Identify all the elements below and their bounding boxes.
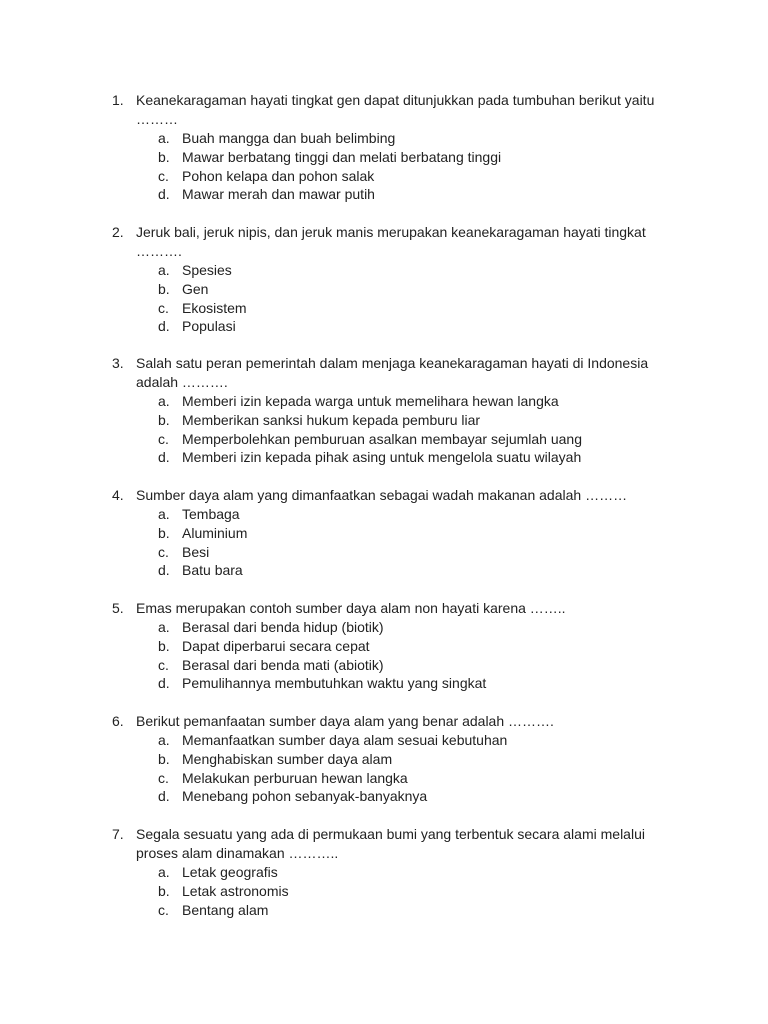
option-a <box>112 863 672 882</box>
option-letter: d. <box>158 562 170 579</box>
question-4 <box>112 486 672 580</box>
option-letter: c. <box>158 543 169 560</box>
option-b <box>112 148 672 167</box>
option-letter: c. <box>158 769 169 786</box>
option-a <box>112 392 672 411</box>
option-text: Berasal dari benda mati (abiotik) <box>182 656 384 673</box>
question-2 <box>112 223 672 336</box>
option-text: Memberi izin kepada warga untuk memelihara hewan langka <box>182 393 559 409</box>
option-text: Besi <box>182 543 210 560</box>
option-text: Letak astronomis <box>182 882 289 899</box>
option-a <box>112 261 672 280</box>
option-d <box>112 448 672 467</box>
option-text: Melakukan perburuan hewan langka <box>182 769 408 786</box>
option-text: Menebang pohon sebanyak-banyaknya <box>182 788 428 805</box>
option-c <box>112 656 672 675</box>
option-text: Populasi <box>182 318 236 335</box>
option-list <box>112 505 672 580</box>
option-letter: d. <box>158 186 170 203</box>
option-text: Memberi izin kepada pihak asing untuk mengelola suatu wilayah <box>182 449 582 466</box>
option-a <box>112 505 672 524</box>
option-text: Batu bara <box>182 562 243 579</box>
option-letter: b. <box>158 882 170 899</box>
option-a <box>112 129 672 148</box>
option-text: Bentang alam <box>182 901 269 918</box>
question-text: Emas merupakan contoh sumber daya alam non hayati karena …….. <box>136 600 566 616</box>
question-text: Segala sesuatu yang ada di permukaan bumi yang terbentuk secara alami melalui proses alam dinamakan ……….. <box>136 826 645 861</box>
option-list <box>112 863 672 919</box>
option-text: Gen <box>182 280 209 297</box>
option-b <box>112 882 672 901</box>
option-letter: c. <box>158 656 169 673</box>
option-c <box>112 167 672 186</box>
option-letter: a. <box>158 393 170 409</box>
option-b <box>112 637 672 656</box>
option-letter: d. <box>158 449 170 466</box>
option-c <box>112 901 672 920</box>
option-text: Spesies <box>182 262 232 278</box>
option-letter: c. <box>158 901 169 918</box>
question-1 <box>112 91 672 204</box>
question-number: 6. <box>112 713 124 729</box>
question-text: Berikut pemanfaatan sumber daya alam yang benar adalah ………. <box>136 713 554 729</box>
question-3 <box>112 354 672 467</box>
option-c <box>112 430 672 449</box>
option-text: Buah mangga dan buah belimbing <box>182 130 396 146</box>
option-a <box>112 618 672 637</box>
option-letter: b. <box>158 411 170 428</box>
option-text: Ekosistem <box>182 299 247 316</box>
option-letter: a. <box>158 619 170 635</box>
option-text: Menghabiskan sumber daya alam <box>182 750 393 767</box>
option-letter: d. <box>158 675 170 692</box>
question-text: Keanekaragaman hayati tingkat gen dapat ditunjukkan pada tumbuhan berikut yaitu ……… <box>136 92 655 127</box>
option-b <box>112 411 672 430</box>
option-letter: b. <box>158 148 170 165</box>
option-d <box>112 561 672 580</box>
option-text: Letak geografis <box>182 864 278 880</box>
option-letter: d. <box>158 788 170 805</box>
question-6 <box>112 712 672 806</box>
question-number: 2. <box>112 224 124 240</box>
option-text: Memperbolehkan pemburuan asalkan membayar sejumlah uang <box>182 430 583 447</box>
option-b <box>112 280 672 299</box>
question-7 <box>112 825 672 919</box>
option-letter: a. <box>158 506 170 522</box>
option-text: Dapat diperbarui secara cepat <box>182 637 370 654</box>
option-d <box>112 787 672 806</box>
option-letter: d. <box>158 318 170 335</box>
option-text: Berasal dari benda hidup (biotik) <box>182 619 384 635</box>
option-letter: a. <box>158 864 170 880</box>
option-letter: b. <box>158 524 170 541</box>
option-letter: b. <box>158 637 170 654</box>
option-text: Aluminium <box>182 524 248 541</box>
option-text: Mawar merah dan mawar putih <box>182 186 375 203</box>
question-number: 1. <box>112 92 124 108</box>
option-list <box>112 392 672 467</box>
option-text: Tembaga <box>182 506 240 522</box>
option-letter: a. <box>158 732 170 748</box>
option-list <box>112 618 672 693</box>
option-letter: a. <box>158 130 170 146</box>
option-c <box>112 769 672 788</box>
option-text: Pohon kelapa dan pohon salak <box>182 167 375 184</box>
option-letter: c. <box>158 167 169 184</box>
option-a <box>112 731 672 750</box>
question-number: 3. <box>112 355 124 371</box>
question-number: 5. <box>112 600 124 616</box>
option-text: Mawar berbatang tinggi dan melati berbatang tinggi <box>182 148 502 165</box>
option-b <box>112 524 672 543</box>
option-list <box>112 129 672 204</box>
question-text: Sumber daya alam yang dimanfaatkan sebagai wadah makanan adalah ……… <box>136 487 628 503</box>
option-d <box>112 674 672 693</box>
question-text: Salah satu peran pemerintah dalam menjaga keanekaragaman hayati di Indonesia adalah ………. <box>136 355 649 390</box>
option-b <box>112 750 672 769</box>
question-text: Jeruk bali, jeruk nipis, dan jeruk manis merupakan keanekaragaman hayati tingkat ………. <box>136 224 646 259</box>
option-text: Pemulihannya membutuhkan waktu yang singkat <box>182 675 487 692</box>
option-letter: b. <box>158 280 170 297</box>
option-list <box>112 261 672 336</box>
option-text: Memanfaatkan sumber daya alam sesuai kebutuhan <box>182 732 508 748</box>
option-c <box>112 299 672 318</box>
option-letter: c. <box>158 299 169 316</box>
option-letter: b. <box>158 750 170 767</box>
option-text: Memberikan sanksi hukum kepada pemburu liar <box>182 411 481 428</box>
question-number: 4. <box>112 487 124 503</box>
option-letter: a. <box>158 262 170 278</box>
option-letter: c. <box>158 430 169 447</box>
option-c <box>112 543 672 562</box>
option-d <box>112 185 672 204</box>
question-5 <box>112 599 672 693</box>
question-number: 7. <box>112 826 124 842</box>
option-list <box>112 731 672 806</box>
option-d <box>112 317 672 336</box>
